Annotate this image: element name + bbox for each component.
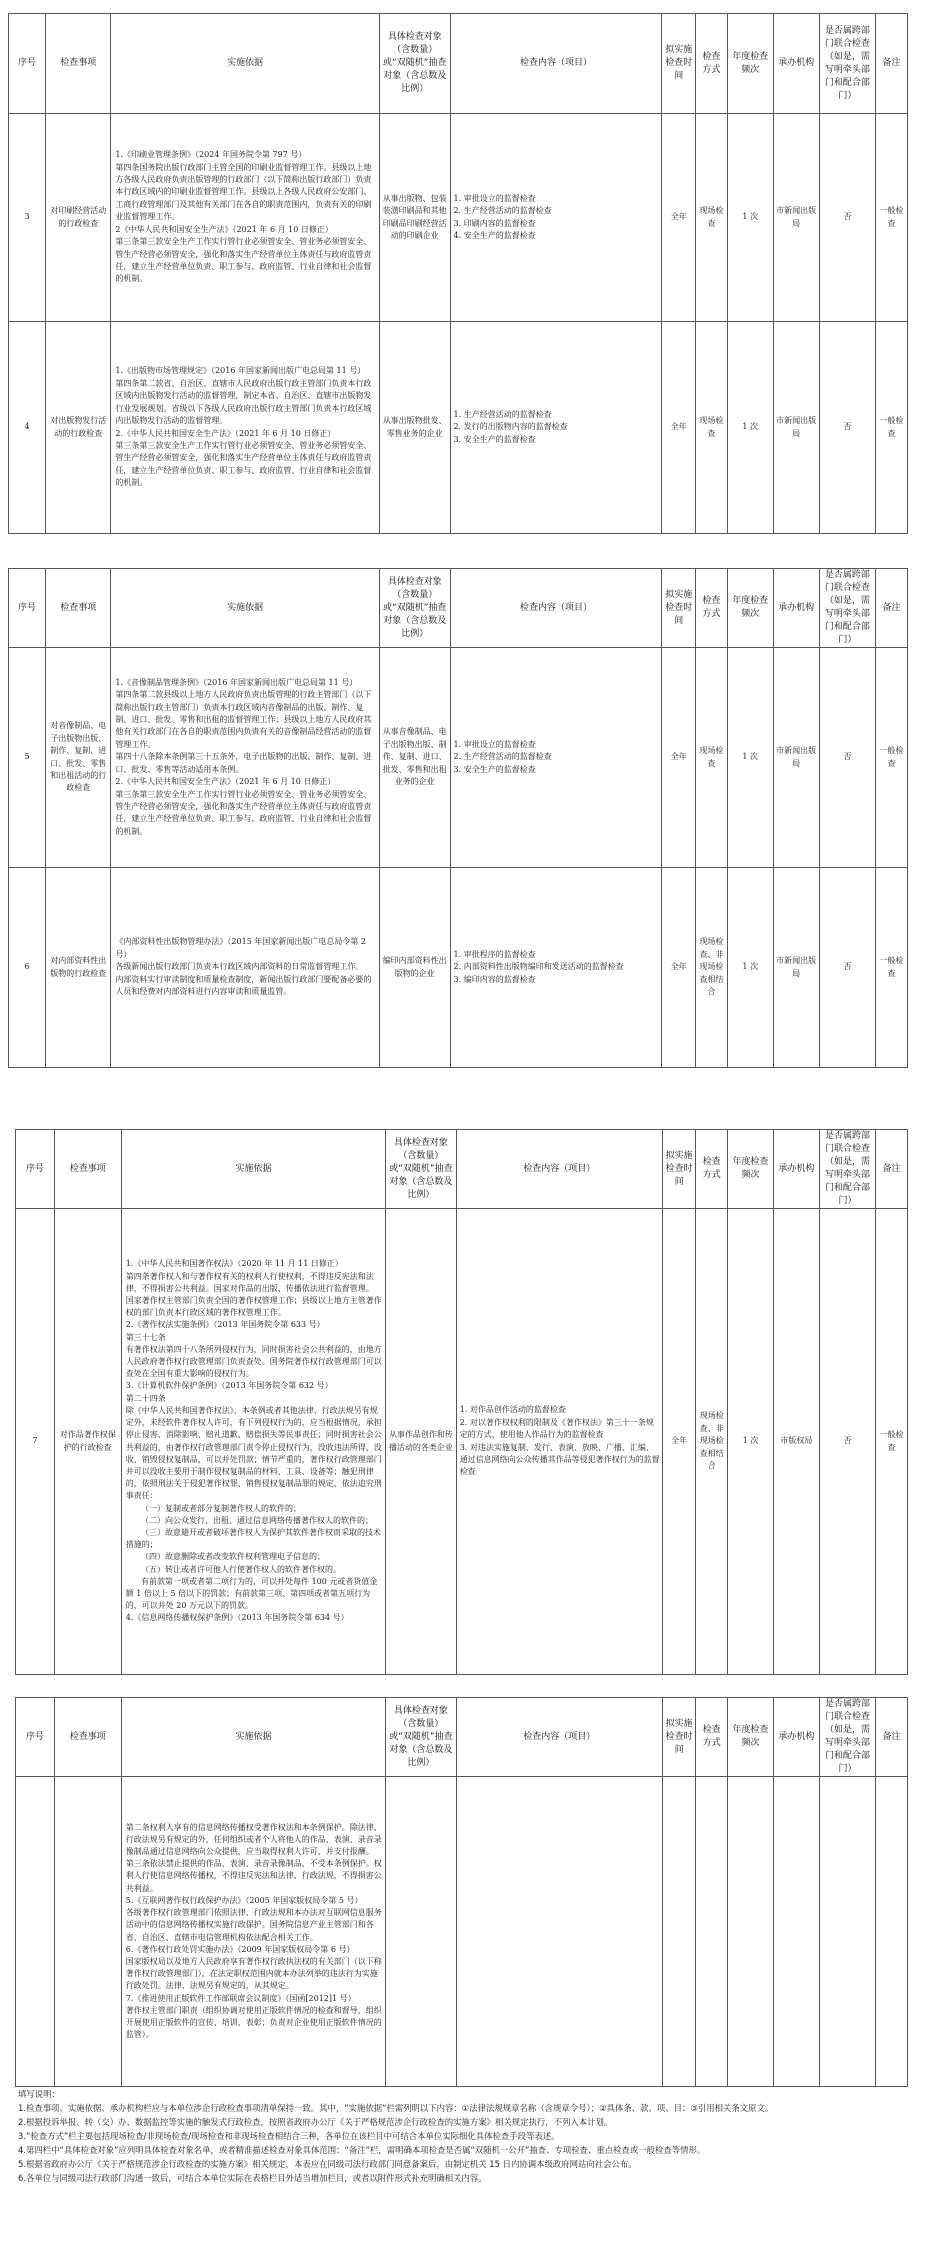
table-row	[16, 1777, 908, 2087]
row-basis: 1.《出版物市场管理规定》（2016 年国家新闻出版广电总局第 11 号） 第四条第二款省、自治区、直辖市人民政府出版行政主管部门负责本行政区域内出版物发行活动的监督管理，制定本省、自治区、直辖市出版物发行业发展规划。省级以下各级人民政府出版行政主管部门负责本行政区域内出版物发行活动的监督管理。 2.《中华人民共和国安全生产法》（2021 年 6 月 10 日修正） 第三条第三款安全生产工作实行管行业必须管安全、管业务必须管安全、管生产经营必须管安全，强化和落实生产经营单位主体责任与政府监管责任，建立生产经营单位负责、职工参与、政府监管、行业自律和社会监督的机制。	[111, 322, 379, 534]
header-basis: 实施依据	[121, 1130, 385, 1209]
header-item: 检查事项	[46, 569, 111, 648]
row-basis: 1.《音像制品管理条例》（2016 年国家新闻出版广电总局第 11 号） 第四条第二款县级以上地方人民政府负责出版管理的行政主管部门（以下简称出版行政主管部门）负责本行政区域内音像制品的出版、制作、复制、进口、批发、零售和出租的监督管理工作；县级以上地方人民政府其他有关行政部门在各自的职责范围内负责有关的音像制品经营活动的监督管理工作。 第四十八条除本条例第三十五条外，电子出版物的出版、制作、复制、进口、批发、零售等活动适用本条例。 2.《中华人民共和国安全生产法》（2021 年 6 月 10 日修正） 第三条第三款安全生产工作实行管行业必须管安全、管业务必须管安全、管生产经营必须管安全，强化和落实生产经营单位主体责任与政府监管责任，建立生产经营单位负责、职工参与、政府监管、行业自律和社会监督的机制。	[111, 648, 379, 868]
row-joint: 否	[819, 322, 876, 534]
header-seq: 序号	[9, 569, 46, 648]
header-row	[16, 1698, 908, 1777]
row-frequency: 1 次	[727, 868, 773, 1068]
row-content: 1. 对作品创作活动的监督检查 2. 对以著作权权利的限制及《著作权法》第三十一条规定的方式，使用他人作品行为的监督检查 3. 对违法实施复制、发行、表演、放映、广播、汇编、通过信息网络向公众传播其作品等侵犯著作权行为的监督检查	[456, 1209, 662, 1675]
row-content: 1. 审批设立的监督检查 2. 生产经营活动的监督检查 3. 安全生产的监督检查	[450, 648, 662, 868]
header-item: 检查事项	[54, 1130, 121, 1209]
header-joint: 是否属跨部门联合检查（如是，需写明牵头部门和配合部门）	[819, 1698, 875, 1777]
row-content: 1. 审批程序的监督检查 2. 内部资料性出版物编印和发送活动的监督检查 3. 编印内容的监督检查	[450, 868, 662, 1068]
header-time: 拟实施检查时间	[662, 569, 696, 648]
row-seq: 6	[9, 868, 46, 1068]
table-row	[9, 114, 908, 322]
header-row	[16, 1130, 908, 1209]
header-method: 检查方式	[696, 14, 728, 114]
row-frequency: 1 次	[727, 114, 773, 322]
header-frequency: 年度检查频次	[727, 14, 773, 114]
header-frequency: 年度检查频次	[728, 1130, 774, 1209]
row-method: 现场检查	[696, 648, 728, 868]
inspection-table-page-3	[15, 1129, 908, 1675]
header-joint: 是否属跨部门联合检查（如是，需写明牵头部门和配合部门）	[819, 569, 876, 648]
header-joint: 是否属跨部门联合检查（如是，需写明牵头部门和配合部门）	[819, 1130, 875, 1209]
row-time: 全年	[662, 1209, 695, 1675]
row-target: 从事出版物批发、零售业务的企业	[379, 322, 450, 534]
header-method: 检查方式	[696, 1698, 728, 1777]
row-target: 从事出版物、包装装潢印刷品和其他印刷品印刷经营活动的印刷企业	[379, 114, 450, 322]
header-remark: 备注	[876, 569, 908, 648]
row-method: 现场检查、非现场检查相结合	[696, 868, 728, 1068]
row-remark: 一般检查	[876, 868, 908, 1068]
row-method	[696, 1777, 728, 2087]
header-remark: 备注	[876, 1698, 908, 1777]
row-agency: 市版权局	[773, 1209, 819, 1675]
row-time	[662, 1777, 695, 2087]
row-joint: 否	[819, 868, 876, 1068]
note-item: 2.根据投诉举报、转（交）办、数据监控等实施的触发式行政检查，按照省政府办公厅《关于严格规范涉企行政检查的实施方案》相关规定执行，不列入本计划。	[18, 2117, 613, 2127]
row-joint: 否	[819, 1209, 875, 1675]
header-row	[9, 569, 908, 648]
header-basis: 实施依据	[121, 1698, 385, 1777]
table-row	[9, 868, 908, 1068]
notes-title: 填写说明：	[18, 2089, 60, 2099]
row-remark: 一般检查	[876, 322, 908, 534]
header-seq: 序号	[16, 1698, 55, 1777]
row-item: 对音像制品、电子出版物出版、制作、复制、进口、批发、零售和出租活动的行政检查	[46, 648, 111, 868]
row-basis: 《内部资料性出版物管理办法》（2015 年国家新闻出版广电总局令第 2 号） 各级新闻出版行政部门负责本行政区域内部资料的日常监督管理工作。 内部资料实行审读制度和质量检查制度，新闻出版行政部门要配备必要的人员和经费对内部资料进行内容审读和质量监管。	[111, 868, 379, 1068]
note-item: 6.各单位与同级司法行政部门沟通一致后，可结合本单位实际在表格栏目外适当增加栏目，或者以附件形式补充明确相关内容。	[18, 2173, 487, 2183]
row-target: 从事音像制品、电子出版物出版、制作、复制、进口、批发、零售和出租业务的企业	[379, 648, 450, 868]
row-time: 全年	[662, 868, 696, 1068]
row-method: 现场检查	[696, 322, 728, 534]
row-agency: 市新闻出版局	[773, 648, 819, 868]
row-seq: 5	[9, 648, 46, 868]
note-item: 1.检查事项、实施依据、承办机构栏应与本单位涉企行政检查事项清单保持一致。其中，“实施依据”栏需列明以下内容：①法律法规规章名称（含规章令号）；②具体条、款、项、目；③引用相关条文原文。	[18, 2103, 774, 2113]
header-agency: 承办机构	[773, 1130, 819, 1209]
row-agency: 市新闻出版局	[773, 114, 819, 322]
row-seq: 3	[9, 114, 46, 322]
row-joint: 否	[819, 648, 876, 868]
header-time: 拟实施检查时间	[662, 14, 696, 114]
row-content	[456, 1777, 662, 2087]
row-target	[386, 1777, 457, 2087]
row-target: 编印内部资料性出版物的企业	[379, 868, 450, 1068]
row-seq: 7	[16, 1209, 55, 1675]
row-item: 对内部资料性出版物的行政检查	[46, 868, 111, 1068]
header-content: 检查内容（项目）	[456, 1698, 662, 1777]
row-item	[54, 1777, 121, 2087]
table-row	[16, 1209, 908, 1675]
row-item: 对出版物发行活动的行政检查	[46, 322, 111, 534]
note-item: 4.第四栏中“具体检查对象”应列明具体检查对象名单，或者精准描述检查对象具体范围；“备注”栏，需明确本项检查是否属“双随机一公开”抽查、专项检查、重点检查或一般检查等情形。	[18, 2145, 706, 2155]
header-remark: 备注	[876, 14, 908, 114]
header-basis: 实施依据	[111, 569, 379, 648]
row-time: 全年	[662, 322, 696, 534]
row-method: 现场检查、非现场检查相结合	[696, 1209, 728, 1675]
header-seq: 序号	[16, 1130, 55, 1209]
row-content: 1. 生产经营活动的监督检查 2. 发行的出版物内容的监督检查 3. 安全生产的监督检查	[450, 322, 662, 534]
row-frequency: 1 次	[727, 648, 773, 868]
row-method: 现场检查	[696, 114, 728, 322]
row-seq	[16, 1777, 55, 2087]
row-target: 从事作品创作和传播活动的各类企业	[386, 1209, 457, 1675]
header-frequency: 年度检查频次	[728, 1698, 774, 1777]
row-remark: 一般检查	[876, 648, 908, 868]
header-joint: 是否属跨部门联合检查（如是，需写明牵头部门和配合部门）	[819, 14, 876, 114]
header-content: 检查内容（项目）	[450, 14, 662, 114]
table-row	[9, 322, 908, 534]
filling-instructions	[18, 2087, 913, 2185]
header-basis: 实施依据	[111, 14, 379, 114]
header-content: 检查内容（项目）	[456, 1130, 662, 1209]
header-time: 拟实施检查时间	[662, 1130, 695, 1209]
row-time: 全年	[662, 648, 696, 868]
header-method: 检查方式	[696, 1130, 728, 1209]
header-target: 具体检查对象（含数量）或“双随机”抽查对象（含总数及比例）	[386, 1698, 457, 1777]
row-basis: 1.《中华人民共和国著作权法》（2020 年 11 月 11 日修正） 第四条著作权人和与著作权有关的权利人行使权利，不得违反宪法和法律，不得损害公共利益。国家对作品的出版、传播依法进行监督管理。 国家著作权主管部门负责全国的著作权管理工作；县级以上地方主管著作权的部门负责本行政区域的著作权管理工作。 2.《著作权法实施条例》（2013 年国务院令第 633 号） 第三十七条 有著作权法第四十八条所列侵权行为，同时损害社会公共利益的，由地方人民政府著作权行政管理部门负责查处。国务院著作权行政管理部门可以查处在全国有重大影响的侵权行为。 3.《计算机软件保护条例》（2013 年国务院令第 632 号） 第二十四条 除《中华人民共和国著作权法》、本条例或者其他法律、行政法规另有规定外，未经软件著作权人许可，有下列侵权行为的，应当根据情况，承担停止侵害、消除影响、赔礼道歉、赔偿损失等民事责任；同时损害社会公共利益的，由著作权行政管理部门责令停止侵权行为，没收违法所得，没收、销毁侵权复制品，可以并处罚款；情节严重的，著作权行政管理部门并可以没收主要用于制作侵权复制品的材料、工具、设备等；触犯刑律的，依照刑法关于侵犯著作权罪、销售侵权复制品罪的规定，依法追究刑事责任： （一）复制或者部分复制著作权人的软件的； （二）向公众发行、出租、通过信息网络传播著作权人的软件的； （三）故意避开或者破坏著作权人为保护其软件著作权而采取的技术措施的； （四）故意删除或者改变软件权利管理电子信息的； （五）转让或者许可他人行使著作权人的软件著作权的。 有前款第一项或者第二项行为的，可以并处每件 100 元或者货值金额 1 倍以上 5 倍以下的罚款；有前款第三项、第四项或者第五项行为的，可以并处 20 万元以下的罚款。 4.《信息网络传播权保护条例》（2013 年国务院令第 634 号）	[121, 1209, 385, 1675]
row-agency	[773, 1777, 819, 2087]
header-time: 拟实施检查时间	[662, 1698, 695, 1777]
header-seq: 序号	[9, 14, 46, 114]
row-item: 对印刷经营活动的行政检查	[46, 114, 111, 322]
header-agency: 承办机构	[773, 1698, 819, 1777]
row-time: 全年	[662, 114, 696, 322]
header-agency: 承办机构	[773, 569, 819, 648]
note-item: 3.“检查方式”栏主要包括现场检查/非现场检查/现场检查和非现场检查相结合三种，各单位在该栏目中可结合本单位实际细化具体检查手段等表述。	[18, 2131, 560, 2141]
row-agency: 市新闻出版局	[773, 322, 819, 534]
header-content: 检查内容（项目）	[450, 569, 662, 648]
row-item: 对作品著作权保护的行政检查	[54, 1209, 121, 1675]
header-frequency: 年度检查频次	[727, 569, 773, 648]
header-remark: 备注	[876, 1130, 908, 1209]
header-target: 具体检查对象（含数量）或“双随机”抽查对象（含总数及比例）	[379, 569, 450, 648]
inspection-table-page-2	[8, 568, 908, 1068]
row-frequency: 1 次	[728, 1209, 774, 1675]
row-seq: 4	[9, 322, 46, 534]
note-item: 5.根据省政府办公厅《关于严格规范涉企行政检查的实施方案》相关规定，本表应在同级司法行政部门同意备案后，由制定机关 15 日内协调本级政府网站向社会公布。	[18, 2159, 637, 2169]
row-basis: 第二条权利人享有的信息网络传播权受著作权法和本条例保护。除法律、行政法规另有规定的外，任何组织或者个人将他人的作品、表演、录音录像制品通过信息网络向公众提供，应当取得权利人许可，并支付报酬。 第三条依法禁止提供的作品、表演、录音录像制品，不受本条例保护。权利人行使信息网络传播权，不得违反宪法和法律、行政法规，不得损害公共利益。 5.《互联网著作权行政保护办法》（2005 年国家版权局令第 5 号） 各级著作权行政管理部门依照法律、行政法规和本办法对互联网信息服务活动中的信息网络传播权实施行政保护。国务院信息产业主管部门和各省、自治区、直辖市电信管理机构依法配合相关工作。 6.《著作权行政处罚实施办法》（2009 年国家版权局令第 6 号） 国家版权局以及地方人民政府享有著作权行政执法权的有关部门（以下称著作权行政管理部门），在法定职权范围内就本办法列举的违法行为实施行政处罚。法律、法规另有规定的，从其规定。 7.《推进使用正版软件工作部联席会议制度》（国函[2012]1 号） 著作权主管部门职责（组织协调对使用正版软件情况的检查和督导，组织开展使用正版软件的宣传、培训、表彰；负责对企业使用正版软件情况的监管）。	[121, 1777, 385, 2087]
row-remark	[876, 1777, 908, 2087]
header-method: 检查方式	[696, 569, 728, 648]
header-item: 检查事项	[54, 1698, 121, 1777]
row-remark: 一般检查	[876, 114, 908, 322]
row-frequency	[728, 1777, 774, 2087]
row-agency: 市新闻出版局	[773, 868, 819, 1068]
header-target: 具体检查对象（含数量）或“双随机”抽查对象（含总数及比例）	[379, 14, 450, 114]
inspection-table-page-1	[8, 13, 908, 534]
header-row	[9, 14, 908, 114]
header-target: 具体检查对象（含数量）或“双随机”抽查对象（含总数及比例）	[386, 1130, 457, 1209]
table-row	[9, 648, 908, 868]
header-item: 检查事项	[46, 14, 111, 114]
row-content: 1. 审批设立的监督检查 2. 生产经营活动的监督检查 3. 印刷内容的监督检查 4. 安全生产的监督检查	[450, 114, 662, 322]
row-remark: 一般检查	[876, 1209, 908, 1675]
row-frequency: 1 次	[727, 322, 773, 534]
inspection-table-page-4	[15, 1697, 908, 2087]
row-joint	[819, 1777, 875, 2087]
header-agency: 承办机构	[773, 14, 819, 114]
row-basis: 1.《印刷业管理条例》（2024 年国务院令第 797 号） 第四条国务院出版行政部门主管全国的印刷业监督管理工作。县级以上地方各级人民政府负责出版管理的行政部门（以下简称出版行政部门）负责本行政区域内的印刷业监督管理工作。县级以上各级人民政府公安部门、工商行政管理部门及其他有关部门在各自的职责范围内，负责有关的印刷业监督管理工作。 2《中华人民共和国安全生产法》（2021 年 6 月 10 日修正） 第三条第三款安全生产工作实行管行业必须管安全、管业务必须管安全、管生产经营必须管安全，强化和落实生产经营单位主体责任与政府监管责任，建立生产经营单位负责、职工参与、政府监管、行业自律和社会监督的机制。	[111, 114, 379, 322]
row-joint: 否	[819, 114, 876, 322]
